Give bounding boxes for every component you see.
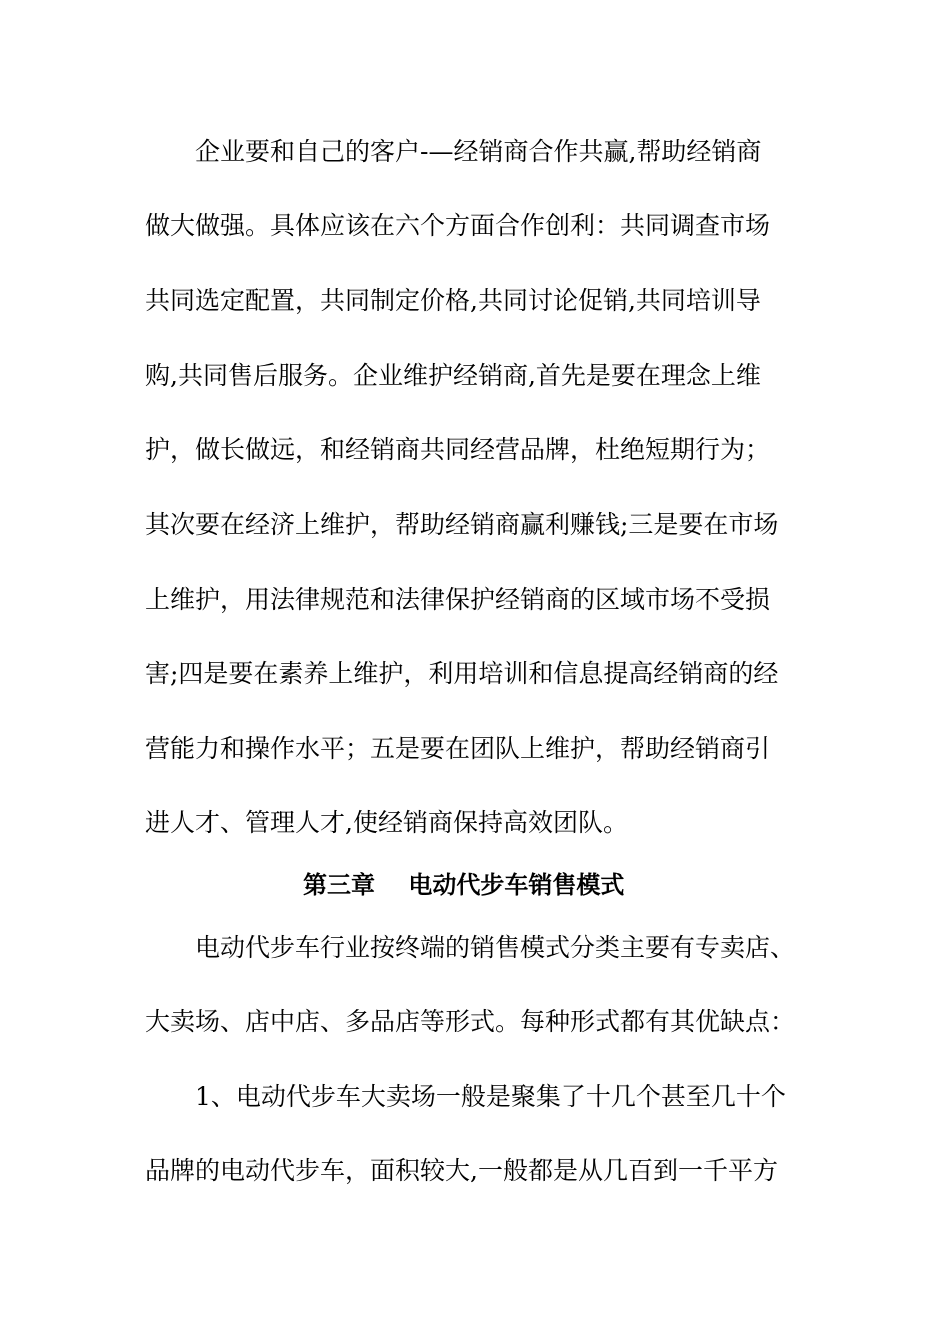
paragraph-line: 电动代步车行业按终端的销售模式分类主要有专卖店、 [195, 933, 796, 962]
paragraph-line: 共同选定配置，共同制定价格,共同讨论促销,共同培训导 [145, 286, 761, 315]
paragraph-line: 护，做长做远，和经销商共同经营品牌，杜绝短期行为； [145, 435, 771, 464]
paragraph-line: 企业要和自己的客户-—经销商合作共赢,帮助经销商 [195, 137, 762, 166]
paragraph-line: 害;四是要在素养上维护，利用培训和信息提高经销商的经 [145, 659, 779, 688]
chapter-heading: 第三章 电动代步车销售模式 [303, 871, 625, 899]
paragraph-line: 营能力和操作水平；五是要在团队上维护，帮助经销商引 [145, 734, 771, 763]
paragraph-line: 其次要在经济上维护，帮助经销商赢利赚钱;三是要在市场 [145, 510, 779, 539]
paragraph-line: 品牌的电动代步车，面积较大,一般都是从几百到一千平方 [145, 1156, 778, 1185]
paragraph-line: 购,共同售后服务。企业维护经销商,首先是要在理念上维 [145, 361, 761, 390]
paragraph-line: 大卖场、店中店、多品店等形式。每种形式都有其优缺点： [145, 1007, 796, 1036]
paragraph-line: 1、电动代步车大卖场一般是聚集了十几个甚至几十个 [195, 1082, 786, 1111]
paragraph-line: 进人才、管理人才,使经销商保持高效团队。 [145, 808, 628, 837]
paragraph-line: 上维护，用法律规范和法律保护经销商的区域市场不受损 [145, 585, 771, 614]
paragraph-line: 做大做强。具体应该在六个方面合作创利：共同调查市场 [145, 211, 771, 240]
